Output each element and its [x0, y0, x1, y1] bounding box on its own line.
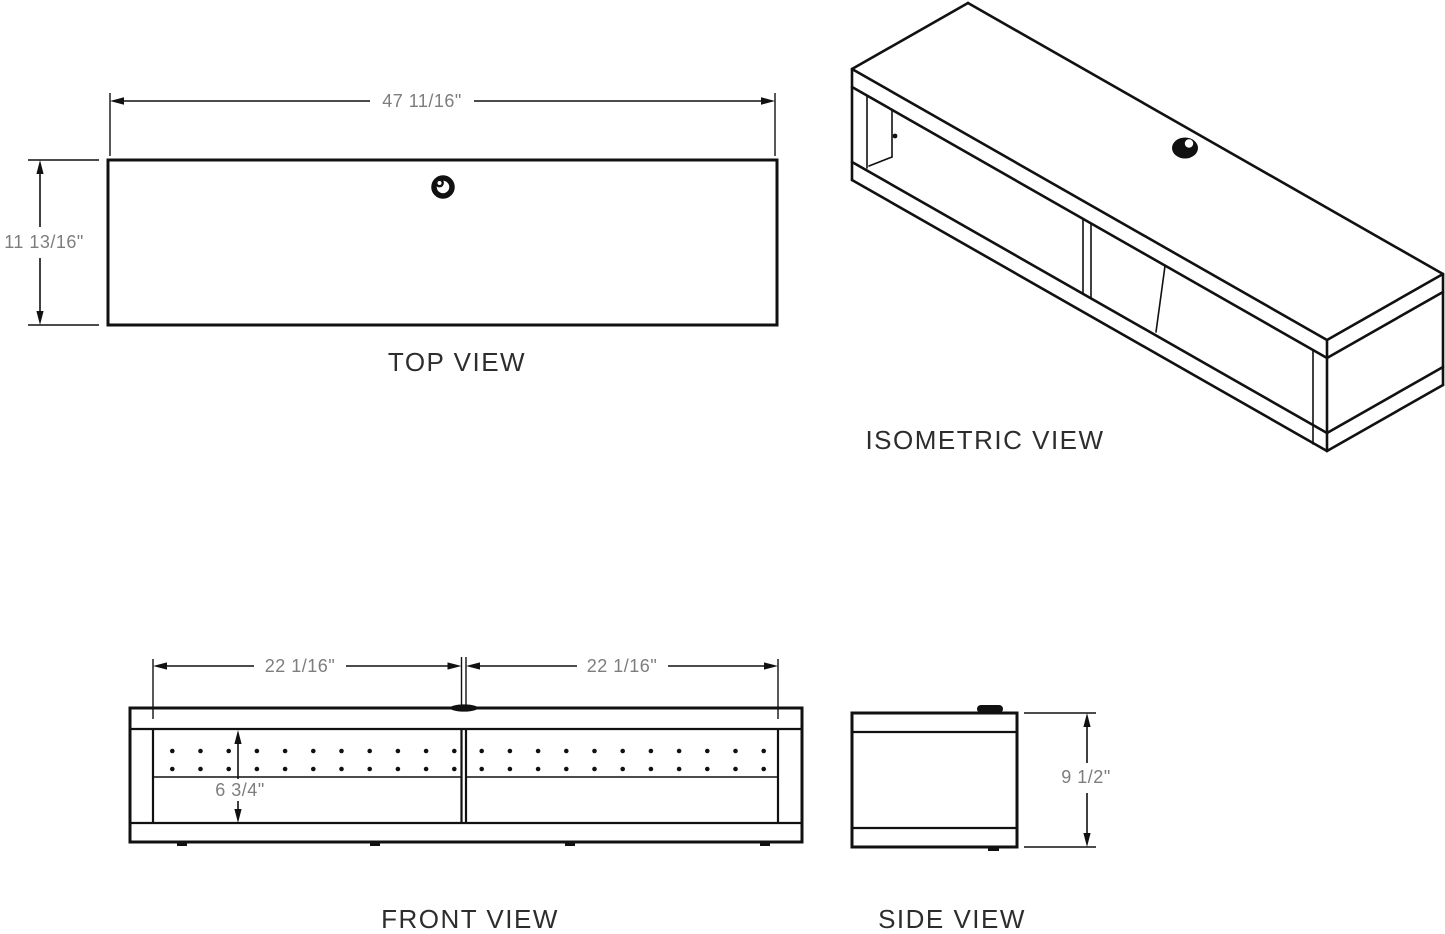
shelf-pin-hole: [479, 767, 484, 772]
front-inner-height-dim-text: 6 3/4": [215, 780, 265, 800]
iso-edge: [852, 69, 1327, 340]
shelf-pin-hole: [733, 767, 738, 772]
mount-tick: [370, 841, 380, 846]
iso-bottom-edge: [1327, 385, 1443, 451]
shelf-pin-hole: [649, 749, 654, 754]
shelf-pin-hole: [564, 767, 569, 772]
shelf-pin-hole: [733, 749, 738, 754]
shelf-pin-hole: [761, 767, 766, 772]
shelf-pin-hole: [536, 749, 541, 754]
top-depth-dim-text: 11 13/16": [4, 232, 84, 252]
grommet-side-tab: [977, 705, 1003, 713]
front-view: [130, 656, 802, 934]
mount-tick: [988, 847, 999, 851]
shelf-pin-hole: [396, 767, 401, 772]
shelf-pin-hole: [761, 749, 766, 754]
shelf-pin-hole: [452, 749, 457, 754]
shelf-pin-hole: [705, 767, 710, 772]
iso-bottom-edge: [852, 180, 1327, 451]
shelf-pin-hole: [424, 749, 429, 754]
shelf-pin-hole: [592, 749, 597, 754]
mount-tick: [565, 841, 575, 846]
top-view-depth-dimension: [4, 160, 99, 325]
top-view-label: TOP VIEW: [387, 347, 527, 377]
shelf-pin-hole: [367, 749, 372, 754]
iso-top-band: [852, 87, 1327, 358]
iso-edge: [1327, 274, 1443, 340]
side-height-dimension: [1024, 713, 1111, 847]
arrowhead: [36, 160, 43, 174]
shelf-pin-hole: [283, 749, 288, 754]
shelf-pin-hole: [479, 749, 484, 754]
mount-tick: [760, 841, 770, 846]
front-view-label: FRONT VIEW: [381, 904, 559, 934]
arrowhead: [466, 662, 480, 669]
front-right-dim-text: 22 1/16": [586, 656, 658, 676]
shelf-pin-hole: [339, 749, 344, 754]
iso-divider-back-edge: [1156, 266, 1165, 332]
top-width-dim-text: 47 11/16": [382, 91, 462, 111]
side-view-label: SIDE VIEW: [878, 904, 1026, 934]
shelf-pin-hole: [564, 749, 569, 754]
shelf-pin-hole: [677, 767, 682, 772]
grommet-notch: [436, 180, 442, 186]
shelf-pin-hole: [170, 767, 175, 772]
shelf-pin-hole: [198, 749, 203, 754]
shelf-pin-hole: [226, 749, 231, 754]
shelf-pin-hole: [649, 767, 654, 772]
arrowhead: [761, 97, 775, 105]
shelf-pin-hole: [452, 767, 457, 772]
arrowhead: [1083, 713, 1090, 727]
arrowhead: [448, 662, 462, 669]
grommet-ring: [1172, 138, 1198, 159]
shelf-pin-hole: [705, 749, 710, 754]
shelf-pin-hole: [255, 767, 260, 772]
iso-back-panel-bottom: [869, 157, 892, 166]
arrowhead: [36, 311, 43, 325]
shelf-pin-hole: [170, 749, 175, 754]
shelf-pin-hole: [536, 767, 541, 772]
side-view: [852, 705, 1111, 934]
shelf-pin-hole: [367, 767, 372, 772]
grommet-hole-icon: [1172, 138, 1198, 159]
isometric-view: [852, 3, 1443, 455]
iso-top-band: [1327, 292, 1443, 358]
iso-floor-edge: [852, 162, 1327, 433]
shelf-pin-hole: [396, 749, 401, 754]
top-view: [4, 91, 777, 377]
side-height-dim-text: 9 1/2": [1061, 767, 1111, 787]
keyhole-dot: [893, 134, 898, 139]
mount-tick: [177, 841, 187, 846]
shelf-pin-hole: [198, 767, 203, 772]
shelf-pin-hole: [226, 767, 231, 772]
shelf-pin-hole: [677, 749, 682, 754]
divider-top-blob: [450, 704, 478, 711]
iso-bottom-band: [1327, 367, 1443, 433]
grommet-notch: [1185, 139, 1193, 147]
shelf-pin-hole: [424, 767, 429, 772]
arrowhead: [110, 97, 124, 105]
shelf-pin-hole: [592, 767, 597, 772]
shelf-pin-hole: [620, 749, 625, 754]
arrowhead: [153, 662, 167, 669]
arrowhead: [1083, 833, 1090, 847]
shelf-pin-hole: [339, 767, 344, 772]
front-left-dim-text: 22 1/16": [264, 656, 336, 676]
shelf-pin-hole: [620, 767, 625, 772]
shelf-pin-hole: [255, 749, 260, 754]
shelf-pin-hole: [311, 749, 316, 754]
shelf-pin-hole: [508, 767, 513, 772]
shelf-pin-hole: [311, 767, 316, 772]
iso-edge: [852, 3, 968, 69]
isometric-view-label: ISOMETRIC VIEW: [865, 425, 1105, 455]
shelf-pin-hole: [508, 749, 513, 754]
shelf-pin-hole: [283, 767, 288, 772]
arrowhead: [764, 662, 778, 669]
iso-edge: [968, 3, 1443, 274]
top-view-width-dimension: [110, 91, 775, 156]
